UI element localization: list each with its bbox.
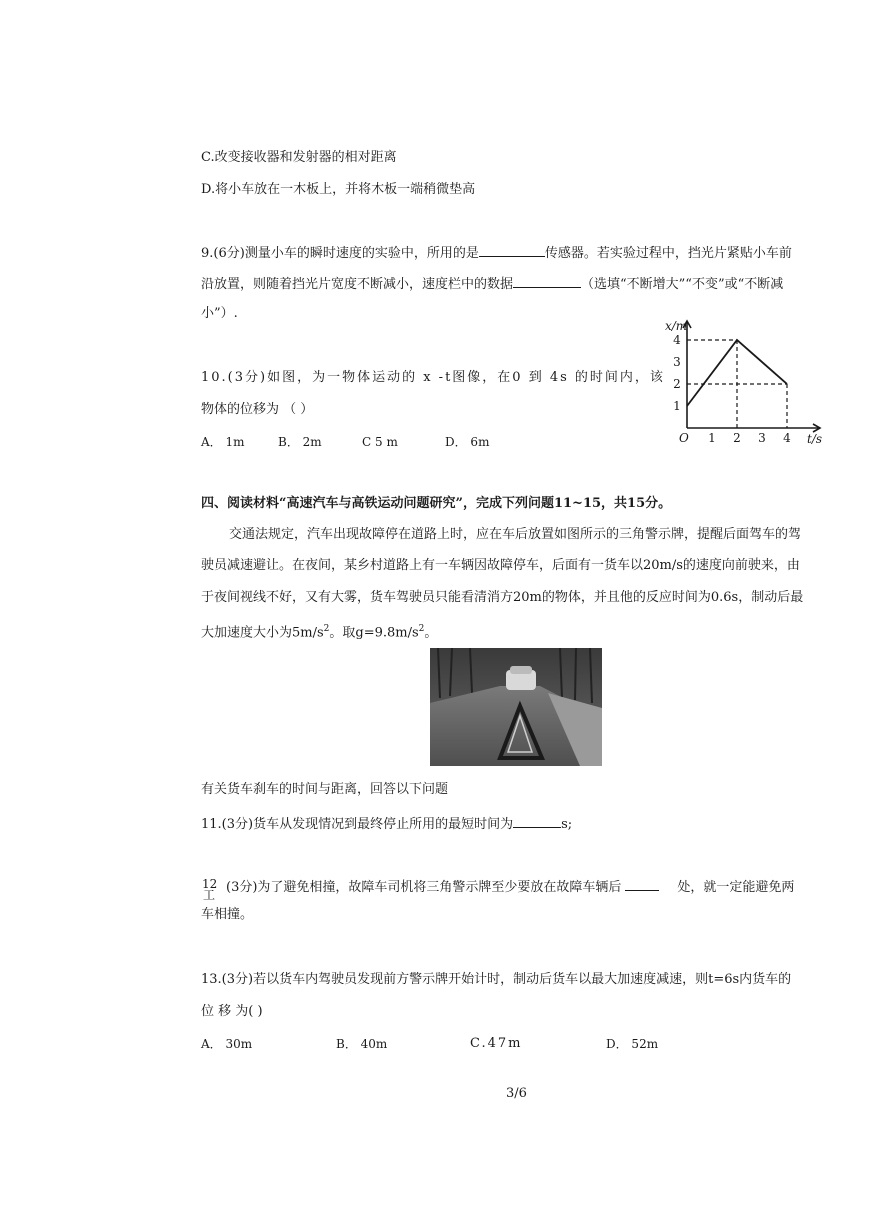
q11-line (201, 814, 572, 833)
q10-line1: 10.(3分)如图，为一物体运动的 x -t图像，在0 到 4s 的时间内，该 (201, 370, 665, 385)
x-tick-label: 3 (758, 431, 766, 445)
x-axis-label: t/s (807, 432, 823, 446)
section4-para-1: 交通法规定，汽车出现故障停在道路上时，应在车后放置如图所示的三角警示牌，提醒后面驾车的驾 (229, 527, 802, 542)
section4-para-4 (201, 621, 437, 641)
y-tick-label: 1 (673, 399, 681, 413)
q11-unit: s; (561, 817, 573, 832)
x-tick-label: 1 (708, 431, 716, 445)
x-tick-label: 2 (733, 431, 741, 445)
q10-option-c: C 5 m (362, 435, 398, 449)
q13-option-d: D． 52m (606, 1037, 659, 1051)
origin-label: O (679, 431, 689, 445)
q13-option-b: B． 40m (336, 1037, 388, 1051)
q12-text-2: 处，就一定能避免两 (677, 880, 795, 895)
x-tick-label: 4 (783, 431, 791, 445)
q13-line2: 位 移 为( ) (201, 1004, 263, 1019)
q13-option-a: A． 30m (201, 1037, 253, 1051)
superscript-2: 2 (323, 624, 330, 634)
q8-option-d: D.将小车放在一木板上，并将木板一端稍微垫高 (201, 182, 476, 197)
q13-option-c: C.47m (470, 1036, 523, 1051)
q12-line1 (226, 877, 794, 896)
q9-line1 (201, 243, 792, 262)
q9-blank-2 (513, 274, 581, 288)
q9-line2 (201, 274, 783, 293)
q12-line2: 车相撞。 (201, 907, 254, 922)
para4-text-a: 大加速度大小为5m/s (201, 625, 324, 641)
q12-number: 12 (202, 877, 218, 891)
section4-para-3: 于夜间视线不好，又有大雾，货车驾驶员只能看清消方20m的物体，并且他的反应时间为0.6s，制动后最 (201, 590, 804, 605)
q13-line1: 13.(3分)若以货车内驾驶员发现前方警示牌开始计时，制动后货车以最大加速度减速，则t=6s内货车的 (201, 972, 792, 987)
y-tick-label: 3 (673, 355, 681, 369)
superscript-2: 2 (418, 624, 425, 634)
q10-option-a: A． 1m (201, 435, 245, 449)
q9-text-line2a: 沿放置，则随着挡光片宽度不断减小，速度栏中的数据 (201, 277, 514, 292)
q9-text-part1: 9.(6分)测量小车的瞬时速度的实验中，所用的是 (201, 246, 479, 261)
q9-text-line2b: （选填“不断增大”“不变”或“不断减 (581, 277, 784, 292)
para4-text-b: 。取g=9.8m/s (329, 625, 419, 641)
page-number: 3/6 (506, 1086, 527, 1101)
guide-lines (687, 340, 787, 428)
q10-option-b: B． 2m (278, 435, 322, 449)
y-axis-label: x/m (665, 319, 688, 333)
warning-triangle-photo (430, 648, 602, 766)
y-tick-label: 4 (673, 333, 681, 347)
q8-option-c: C.改变接收器和发射器的相对距离 (201, 150, 397, 165)
xt-graph (662, 318, 832, 448)
q12-mark: 工 (203, 888, 216, 902)
q9-line3: 小”）. (201, 306, 238, 321)
q12-blank (625, 877, 659, 891)
q12-text: (3分)为了避免相撞，故障车司机将三角警示牌至少要放在故障车辆后 (226, 880, 622, 895)
para4-text-c: 。 (424, 625, 438, 641)
y-tick-label: 2 (673, 377, 681, 391)
section4-intro: 有关货车刹车的时间与距离，回答以下问题 (201, 782, 449, 797)
q11-text: 11.(3分)货车从发现情况到最终停止所用的最短时间为 (201, 817, 514, 832)
q9-blank-1 (479, 243, 545, 257)
section4-para-2: 驶员减速避让。在夜间，某乡村道路上有一车辆因故障停车，后面有一货车以20m/s的速度向前驶来，由 (201, 558, 800, 573)
q10-line2: 物体的位移为 （ ） (201, 402, 314, 417)
q11-blank (513, 814, 561, 828)
section4-heading: 四、阅读材料“高速汽车与高铁运动问题研究”，完成下列问题11~15，共15分。 (201, 496, 672, 511)
q9-text-part2: 传感器。若实验过程中，挡光片紧贴小车前 (544, 246, 792, 261)
q10-option-d: D． 6m (445, 435, 490, 449)
